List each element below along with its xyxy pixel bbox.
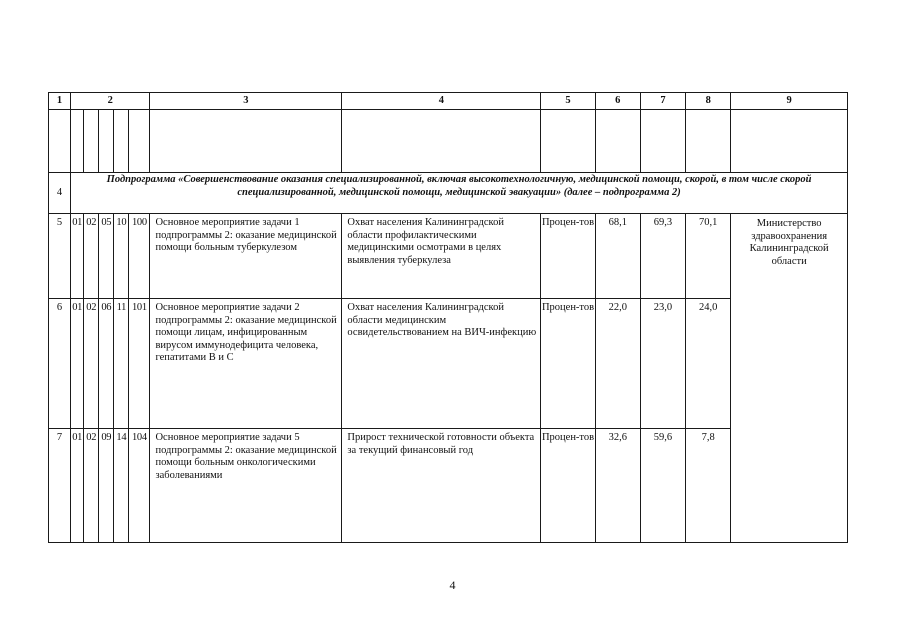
header-cell: 5: [541, 93, 595, 110]
header-cell: 9: [731, 93, 848, 110]
code-cell: 104: [129, 429, 150, 543]
event-cell: Основное мероприятие задачи 2 подпрограммы 2: оказание медицинской помощи лицам, инфицированным вирусом иммунодефицита человека, гепатитами В и С: [150, 299, 342, 429]
row-number: 5: [49, 214, 71, 299]
subprogram-title: Подпрограмма «Совершенствование оказания специализированной, включая высокотехнологичную, медицинской помощи, скорой, в том числе скорой специализированной, медицинской помощи, медицинской эвакуации» (далее – подпрограмма 2): [71, 173, 848, 214]
code-cell: 02: [84, 299, 99, 429]
code-cell: 14: [114, 429, 129, 543]
empty-row: [49, 110, 848, 173]
event-cell: Основное мероприятие задачи 1 подпрограммы 2: оказание медицинской помощи больным туберкулезом: [150, 214, 342, 299]
subprogram-row: [49, 173, 848, 214]
table-row: [49, 299, 848, 429]
table-row: [49, 429, 848, 543]
indicator-cell: Охват населения Калининградской области медицинским освидетельствованием на ВИЧ-инфекцию: [342, 299, 541, 429]
value-cell: 70,1: [686, 214, 731, 299]
header-cell: 3: [150, 93, 342, 110]
header-cell: 4: [342, 93, 541, 110]
value-cell: 7,8: [686, 429, 731, 543]
responsible-cell: Министерство здравоохранения Калининградской области: [731, 214, 848, 543]
code-cell: 02: [84, 214, 99, 299]
code-cell: 100: [129, 214, 150, 299]
row-number: 6: [49, 299, 71, 429]
event-cell: Основное мероприятие задачи 5 подпрограммы 2: оказание медицинской помощи больным онкологическими заболеваниями: [150, 429, 342, 543]
unit-cell: Процен-тов: [541, 299, 595, 429]
code-cell: 01: [71, 299, 84, 429]
indicator-cell: Прирост технической готовности объекта за текущий финансовый год: [342, 429, 541, 543]
value-cell: 22,0: [595, 299, 640, 429]
header-cell: 1: [49, 93, 71, 110]
value-cell: 68,1: [595, 214, 640, 299]
header-cell: 7: [640, 93, 685, 110]
unit-cell: Процен-тов: [541, 214, 595, 299]
table-row: [49, 214, 848, 299]
value-cell: 69,3: [640, 214, 685, 299]
value-cell: 24,0: [686, 299, 731, 429]
code-cell: 01: [71, 214, 84, 299]
indicators-table: [48, 92, 848, 543]
code-cell: 101: [129, 299, 150, 429]
code-cell: 10: [114, 214, 129, 299]
code-cell: 11: [114, 299, 129, 429]
header-cell: 8: [686, 93, 731, 110]
code-cell: 01: [71, 429, 84, 543]
header-cell: 6: [595, 93, 640, 110]
indicator-cell: Охват населения Калининградской области профилактическими медицинскими осмотрами в целях выявления туберкулеза: [342, 214, 541, 299]
code-cell: 09: [99, 429, 114, 543]
code-cell: 06: [99, 299, 114, 429]
header-cell: 2: [71, 93, 150, 110]
unit-cell: Процен-тов: [541, 429, 595, 543]
header-row: [49, 93, 848, 110]
row-number: 4: [49, 173, 71, 214]
value-cell: 32,6: [595, 429, 640, 543]
value-cell: 23,0: [640, 299, 685, 429]
row-number: 7: [49, 429, 71, 543]
code-cell: 02: [84, 429, 99, 543]
code-cell: 05: [99, 214, 114, 299]
value-cell: 59,6: [640, 429, 685, 543]
page-number: 4: [449, 578, 456, 592]
